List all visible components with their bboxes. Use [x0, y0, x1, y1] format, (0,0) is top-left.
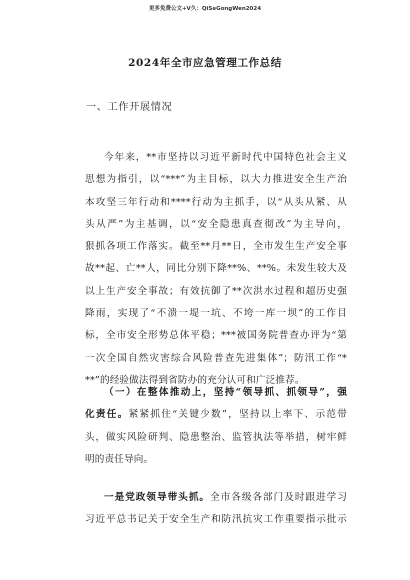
- lead-phrase: 一是党政领导带头抓。: [104, 492, 211, 503]
- paragraph-line: 降雨，实现了“不溃一堤一坑、不垮一库一坝”的工作目: [85, 308, 347, 320]
- paragraph-line: 思想为指引，以“***”为主目标，以大力推进安全生产治: [85, 174, 347, 186]
- paragraph-line: 狠抓各项工作落实。截至**月**日，全市发生生产安全事: [85, 241, 347, 253]
- paragraph-overall-promotion: [85, 382, 347, 471]
- subheading-line: （一）在整体推动上，坚持“领导抓、抓领导”，强: [104, 387, 347, 398]
- paragraph-line: **”的经验做法得到省防办的充分认可和广泛推荐。: [85, 374, 305, 386]
- paragraph-line: 今年来，**市坚持以习近平新时代中国特色社会主义: [104, 152, 347, 163]
- paragraph-line: 故**起、亡**人，同比分别下降**%、**%。未发生较大及: [85, 263, 347, 275]
- paragraph-line: 以上生产安全事故；有效抗御了**次洪水过程和超历史强: [85, 285, 347, 297]
- paragraph-line: [85, 487, 347, 509]
- document-title: 2024年全市应急管理工作总结: [128, 57, 282, 69]
- paragraph-line: 头从严”为主基调，以“安全隐患真查彻改”为主导向，: [85, 218, 347, 230]
- paragraph-text: 紧紧抓住“关键少数”，坚持以上率下、示范带: [128, 409, 347, 421]
- paragraph-line: 明的责任导向。: [85, 453, 154, 465]
- paragraph-line: 标，全市安全形势总体平稳；***被国务院普查办评为“第: [85, 330, 347, 342]
- paragraph-party-leadership: [85, 487, 347, 532]
- page-header: 更多免费公文+V久：QiSeGongWen2024: [148, 6, 262, 12]
- paragraph-text: 全市各级各部门及时跟进学习: [210, 492, 348, 503]
- paragraph-line: 本攻坚三年行动和****行动为主抓手，以“从头从紧、从: [85, 196, 347, 208]
- paragraph-line: 头，做实风险研判、隐患整治、监管执法等举措，树牢鲜: [85, 431, 347, 443]
- paragraph-line: 一次全国自然灾害综合风险普查先进集体”；防汛工作“*: [85, 352, 347, 364]
- paragraph-line: 习近平总书记关于安全生产和防汛抗灾工作重要指示批示: [85, 514, 347, 526]
- paragraph-overview: [85, 147, 347, 392]
- paragraph-line: [85, 404, 347, 426]
- subheading-tail: 化责任。: [85, 409, 129, 421]
- section-heading: 一、工作开展情况: [86, 102, 173, 113]
